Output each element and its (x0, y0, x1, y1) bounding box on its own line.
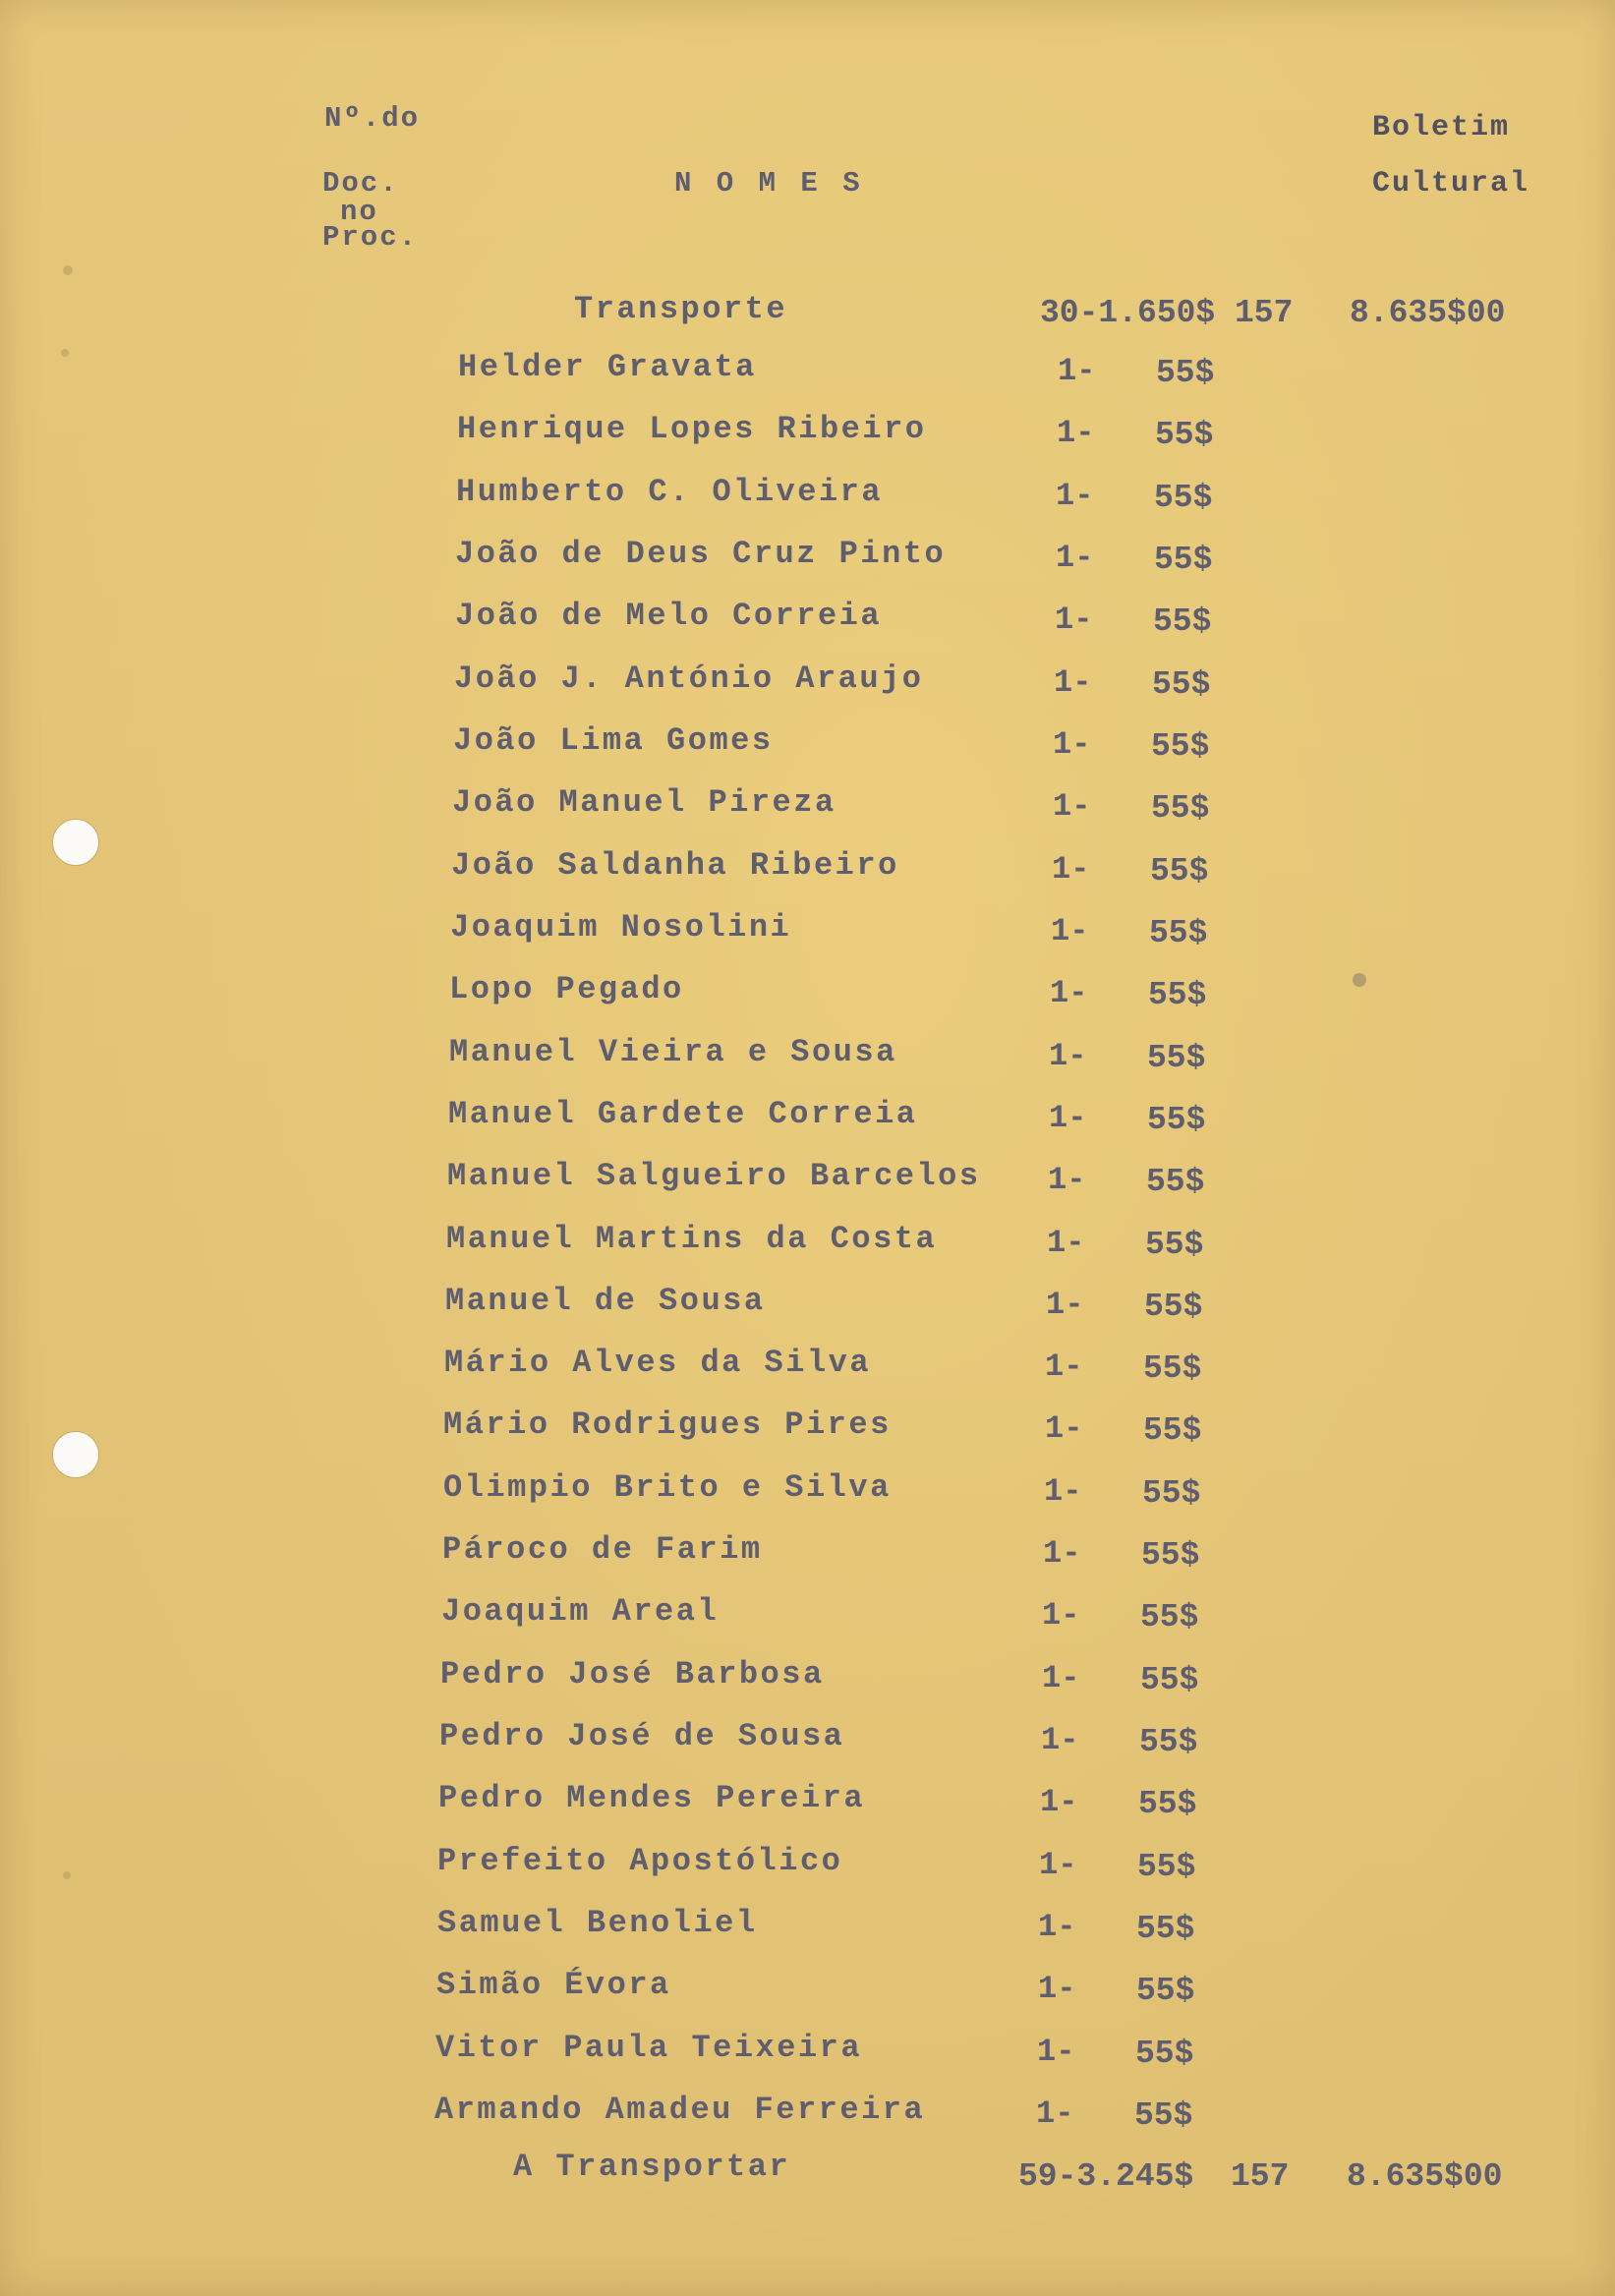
doc-label: Doc. (322, 167, 399, 200)
entry-quantity: 1- (1053, 788, 1091, 825)
punch-hole-bottom (52, 1431, 99, 1478)
entry-amount: 55$ (1151, 790, 1210, 827)
entry-quantity: 1- (1043, 1535, 1081, 1572)
entry-quantity: 1- (1049, 1100, 1087, 1136)
entry-quantity: 1- (1045, 1410, 1083, 1447)
entry-amount: 55$ (1147, 1102, 1206, 1138)
entry-name: Manuel Vieira e Sousa (449, 1034, 897, 1070)
cultural-column-header: Cultural (1372, 167, 1530, 201)
entry-amount: 55$ (1141, 1537, 1200, 1574)
carry-forward-number: 157 (1231, 2158, 1290, 2195)
entry-name: João de Melo Correia (455, 598, 883, 634)
entry-quantity: 1- (1039, 1847, 1077, 1883)
entry-name: Manuel Martins da Costa (446, 1221, 938, 1257)
entry-quantity: 1- (1037, 2034, 1075, 2070)
entry-amount: 55$ (1154, 542, 1213, 578)
entry-quantity: 1- (1050, 975, 1088, 1011)
transport-number: 157 (1235, 295, 1294, 331)
punch-hole-top (52, 819, 99, 866)
entry-amount: 55$ (1154, 480, 1213, 516)
entry-name: Armando Amadeu Ferreira (434, 2092, 926, 2128)
transport-count-amount: 30-1.650$ (1040, 295, 1216, 331)
proc-label: Proc. (322, 221, 419, 254)
entry-quantity: 1- (1041, 1722, 1079, 1758)
carry-forward-label: A Transportar (513, 2149, 791, 2185)
entry-amount: 55$ (1144, 1289, 1203, 1325)
boletim-column-header: Boletim (1372, 111, 1511, 144)
doc-number-label: Nº.do (324, 102, 421, 135)
entry-quantity: 1- (1057, 415, 1095, 451)
entry-name: Prefeito Apostólico (437, 1843, 843, 1879)
entry-amount: 55$ (1152, 666, 1211, 703)
entry-name: João Manuel Pireza (452, 784, 836, 821)
entry-name: Olimpio Brito e Silva (443, 1469, 892, 1506)
entry-amount: 55$ (1145, 1227, 1204, 1263)
entry-amount: 55$ (1142, 1475, 1201, 1512)
entry-quantity: 1- (1049, 1038, 1087, 1074)
entry-quantity: 1- (1051, 913, 1089, 949)
entry-quantity: 1- (1038, 1971, 1076, 2007)
entry-name: Manuel Gardete Correia (448, 1096, 918, 1132)
entry-amount: 55$ (1147, 1040, 1206, 1076)
entry-quantity: 1- (1048, 1162, 1086, 1198)
entry-amount: 55$ (1139, 1724, 1198, 1760)
entry-quantity: 1- (1042, 1597, 1080, 1634)
entry-amount: 55$ (1136, 1973, 1195, 2009)
entry-quantity: 1- (1044, 1473, 1082, 1510)
entry-amount: 55$ (1135, 2036, 1194, 2072)
entry-name: Pedro José de Sousa (439, 1718, 845, 1754)
entry-quantity: 1- (1038, 1909, 1076, 1945)
paper-speck (63, 265, 73, 275)
entry-name: Simão Évora (436, 1967, 671, 2003)
entry-name: Henrique Lopes Ribeiro (457, 411, 927, 447)
entry-amount: 55$ (1136, 1911, 1195, 1947)
transport-total: 8.635$00 (1350, 295, 1506, 331)
paper-speck (63, 1871, 71, 1879)
entry-quantity: 1- (1042, 1660, 1080, 1696)
entry-name: Humberto C. Oliveira (456, 474, 884, 510)
paper-speck (61, 349, 69, 357)
carry-forward-count-amount: 59-3.245$ (1018, 2158, 1194, 2195)
entry-amount: 55$ (1137, 1849, 1196, 1885)
entry-quantity: 1- (1036, 2095, 1074, 2132)
entry-quantity: 1- (1047, 1225, 1085, 1261)
entry-amount: 55$ (1146, 1164, 1205, 1200)
entry-name: Samuel Benoliel (437, 1905, 758, 1941)
entry-name: Vitor Paula Teixeira (435, 2030, 863, 2066)
entry-quantity: 1- (1046, 1287, 1084, 1323)
entry-amount: 55$ (1140, 1599, 1199, 1636)
entry-name: Pedro Mendes Pereira (438, 1780, 866, 1816)
entry-quantity: 1- (1040, 1784, 1078, 1820)
entry-name: João de Deus Cruz Pinto (455, 536, 947, 572)
entry-name: Manuel de Sousa (445, 1283, 766, 1319)
entry-name: Pároco de Farim (442, 1531, 763, 1568)
entry-amount: 55$ (1134, 2097, 1193, 2134)
entry-quantity: 1- (1056, 478, 1094, 514)
entry-name: Lopo Pegado (449, 971, 684, 1007)
entry-amount: 55$ (1143, 1350, 1202, 1387)
entry-amount: 55$ (1149, 915, 1208, 951)
entry-quantity: 1- (1055, 602, 1093, 638)
transport-label: Transporte (574, 291, 788, 327)
entry-quantity: 1- (1058, 353, 1096, 389)
entry-quantity: 1- (1045, 1349, 1083, 1385)
names-column-header: N O M E S (674, 167, 864, 200)
entry-amount: 55$ (1151, 728, 1210, 765)
entry-name: Helder Gravata (458, 349, 757, 385)
entry-quantity: 1- (1053, 726, 1091, 763)
entry-amount: 55$ (1153, 603, 1212, 640)
no-label: no (340, 196, 378, 228)
entry-name: Pedro José Barbosa (440, 1656, 825, 1693)
entry-quantity: 1- (1056, 540, 1094, 576)
carry-forward-total: 8.635$00 (1347, 2158, 1503, 2195)
entry-amount: 55$ (1140, 1662, 1199, 1698)
entry-quantity: 1- (1054, 664, 1092, 701)
entry-name: Mário Alves da Silva (444, 1345, 872, 1381)
ink-blot (1353, 973, 1366, 987)
entry-amount: 55$ (1143, 1412, 1202, 1449)
entry-name: João Lima Gomes (453, 722, 774, 759)
entry-name: Joaquim Nosolini (450, 909, 792, 946)
entry-quantity: 1- (1052, 851, 1090, 888)
entry-name: João J. António Araujo (454, 660, 924, 697)
entry-amount: 55$ (1156, 355, 1215, 391)
entry-amount: 55$ (1150, 853, 1209, 890)
entry-name: Mário Rodrigues Pires (443, 1406, 892, 1443)
entry-name: Joaquim Areal (441, 1593, 720, 1630)
entry-name: Manuel Salgueiro Barcelos (447, 1158, 981, 1194)
entry-amount: 55$ (1138, 1786, 1197, 1822)
entry-amount: 55$ (1155, 417, 1214, 453)
entry-amount: 55$ (1148, 977, 1207, 1013)
entry-name: João Saldanha Ribeiro (451, 847, 899, 884)
